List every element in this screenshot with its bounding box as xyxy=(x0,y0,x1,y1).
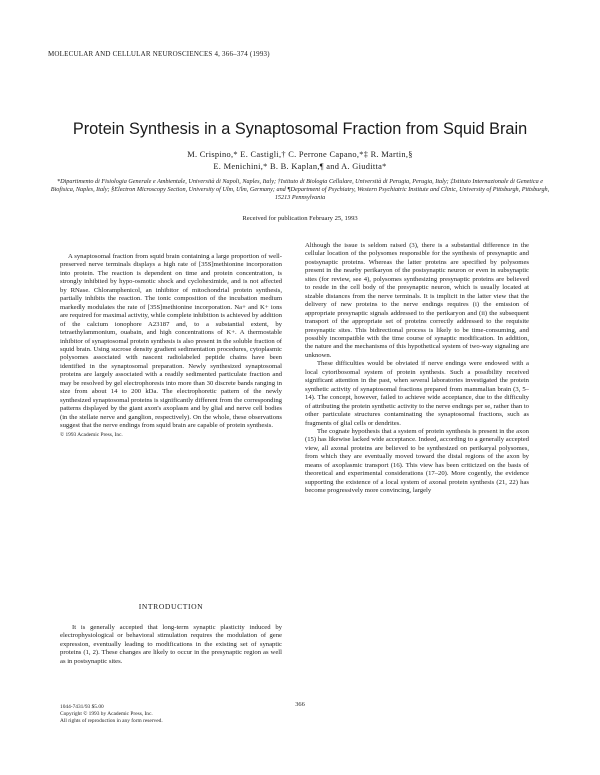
authors-line-2: E. Menichini,* B. B. Kaplan,¶ and A. Giuditta* xyxy=(213,162,387,171)
right-paragraph-2: These difficulties would be obviated if nerve endings were endowed with a local cytoribosomal system of protein synthesis. Such a possibility received significant attention in the past, when several laboratories investigated the protein synthetic activity of synaptosomal fractions prepared from mammalian brain (3, 5–14). The concept, however, failed to achieve wide acceptance, due to the difficulty of attributing the protein synthetic activity to the nerve endings per se, rather than to other particulate structures contaminating the synaptosomal fractions, such as fragments of glial cells or dendrites. xyxy=(305,360,529,427)
authors-line-1: M. Crispino,* E. Castigli,† C. Perrone Capano,*‡ R. Martin,§ xyxy=(187,150,413,159)
right-column xyxy=(305,242,529,496)
right-paragraph-3: The cognate hypothesis that a system of protein synthesis is present in the axon (15) has likewise lacked wide acceptance. Indeed, according to a generally accepted view, all axonal proteins are believed to be synthesized on perikaryal polysomes, from which they are eventually moved toward the distal regions of the axon by means of axoplasmic transport (16). This view has been criticized on the basis of theoretical and experimental considerations (17–20). More cogently, the evidence supporting the existence of a local system of axonal protein synthesis (21, 22) has become progressively more convincing, largely xyxy=(305,427,529,495)
author-list xyxy=(40,149,560,173)
abstract xyxy=(60,253,282,439)
introduction-text xyxy=(60,624,282,666)
abstract-copyright: © 1993 Academic Press, Inc. xyxy=(60,431,123,438)
page-number: 366 xyxy=(295,701,305,708)
intro-paragraph: It is generally accepted that long-term synaptic plasticity induced by electrophysiological or behavioral stimulation requires the modulation of gene expression, eventually leading to modifications in the existing set of synaptic proteins (1, 2). These changes are likely to occur in the presynaptic region as well as in postsynaptic sites. xyxy=(60,624,282,665)
article-title: Protein Synthesis in a Synaptosomal Fraction from Squid Brain xyxy=(72,120,528,138)
footer-issn: 1044-7431/93 $5.00 xyxy=(60,704,104,710)
footer-copyright: Copyright © 1993 by Academic Press, Inc. xyxy=(60,711,153,717)
journal-header: MOLECULAR AND CELLULAR NEUROSCIENCES 4, 366–374 (1993) xyxy=(48,50,270,58)
abstract-text: A synaptosomal fraction from squid brain containing a large proportion of well-preserved nerve terminals displays a high rate of [35S]methionine incorporation into protein. The reaction is dependent on time and protein concentration, is strongly inhibited by hypo-osmotic shock and cycloheximide, and is not affected by RNase. Chloramphenicol, an inhibitor of mitochondrial protein synthesis, partially inhibits the reaction. The ionic composition of the incubation medium markedly modulates the rate of [35S]methionine incorporation. Na+ and K+ ions are required for maximal activity, while complete inhibition is achieved by addition of the calcium ionophore A23187 and, to a substantial extent, by tetraethylammonium, ouabain, and high concentrations of K+. A thermostable inhibitor of synaptosomal protein synthesis is also present in the soluble fraction of squid brain. Using sucrose density gradient sedimentation procedures, cytoplasmic polysomes associated with nascent radiolabeled peptide chains have been identified in the synaptosomal preparation. Newly synthesized synaptosomal proteins are largely associated with a readily sedimented particulate fraction and may be resolved by gel electrophoresis into more than 30 discrete bands ranging in size from about 14 to 200 kDa. The electrophoretic pattern of the newly synthesized synaptosomal proteins is significantly different from the corresponding patterns displayed by the giant axon's axoplasm and by glial and nerve cell bodies (in the stellate nerve and ganglion, respectively). On the whole, these observations suggest that the nerve endings from squid brain are capable of protein synthesis. xyxy=(60,253,282,430)
right-paragraph-1: Although the issue is seldom raised (3), there is a substantial difference in the cellular location of the polysomes responsible for the synthesis of presynaptic and postsynaptic proteins. Whereas the latter proteins are specified by polysomes present in the nearby perikaryon of the postsynaptic neuron or even in subsynaptic sites (for review, see 4), polysomes synthesizing presynaptic proteins are believed to reside in the cell body of the presynaptic neuron, which is usually located at sizable distances from the nerve terminals. It is implicit in the latter view that the delivery of new proteins to the nerve endings requires (i) the emission of appropriate presynaptic signals addressed to the perikaryon and (ii) the subsequent transport of the appropriate set of proteins correctly addressed to the requisite presynaptic sites. This bidirectional process is likely to be time-consuming, and possibly incompatible with the time course of synaptic modification. In addition, the nature and the mechanisms of this hypothetical system of two-way signaling are unknown. xyxy=(305,242,529,359)
received-date: Received for publication February 25, 1993 xyxy=(242,215,358,222)
footer-rights: All rights of reproduction in any form reserved. xyxy=(60,718,163,724)
copyright-footer xyxy=(60,704,163,725)
section-heading-introduction: INTRODUCTION xyxy=(138,602,204,611)
affiliations: *Dipartimento di Fisiologia Generale e Ambientale, Università di Napoli, Naples, Italy; †Istituto di Biologia Cellulare, Università di Perugia, Perugia, Italy; ‡Istituto Internazionale di Genetica e Biofisica, Naples, Italy; §Electron Microscopy Section, University of Ulm, Ulm, Germany; and ¶Department of Psychiatry, Western Psychiatric Institute and Clinic, University of Pittsburgh, Pittsburgh, 15213 Pennsylvania xyxy=(50,178,550,202)
